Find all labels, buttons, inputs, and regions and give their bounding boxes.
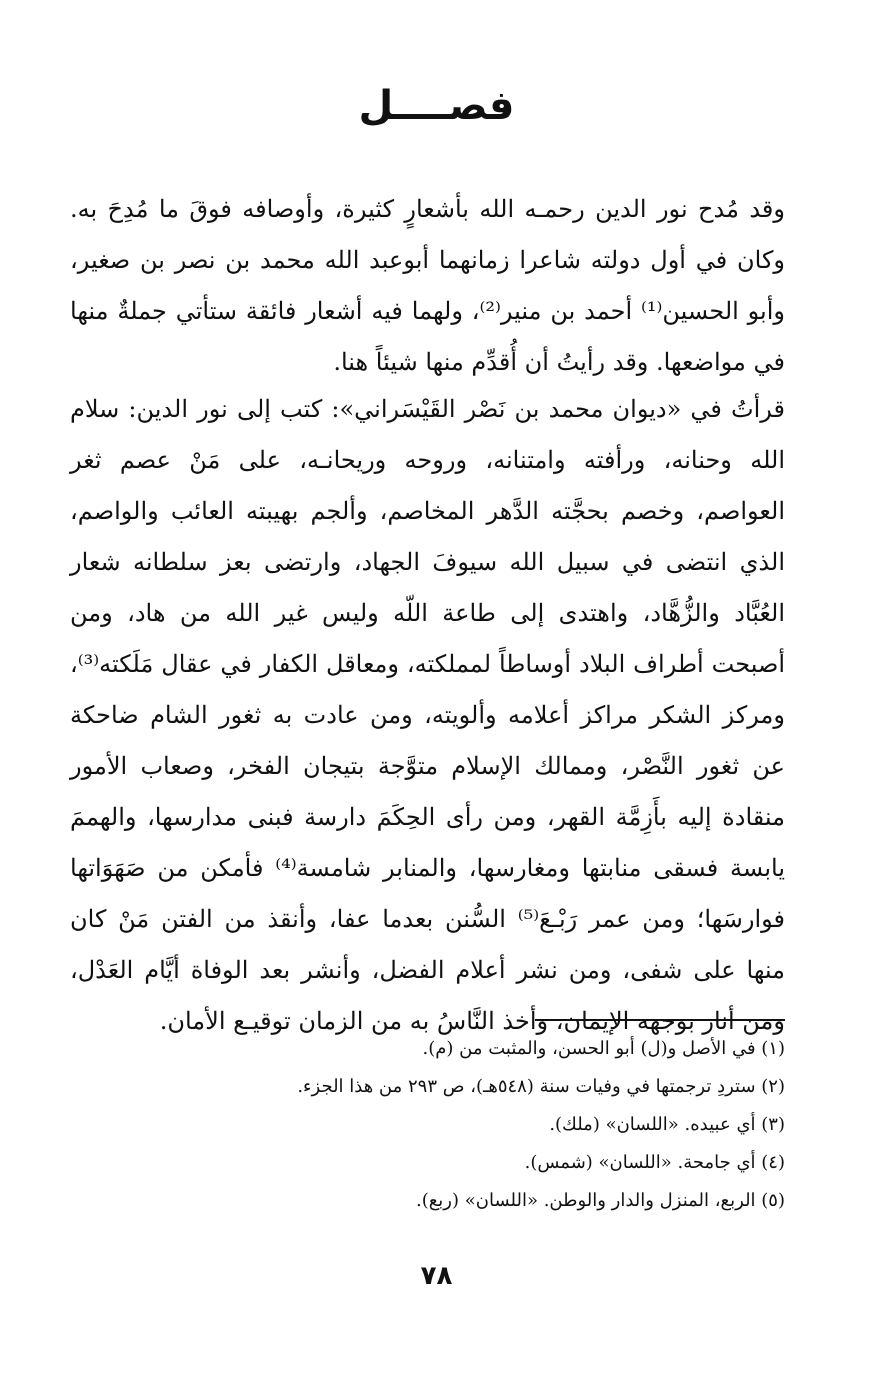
paragraph-text: قرأتُ في «ديوان محمد بن نَصْر القَيْسَراني»: كتب إلى نور الدين: سلام الله وحنانه، ورأفته وامتنانه، وروحه وريحانـه، على مَنْ عصم ثغر العواصم، وخصم بحجَّته الدَّهر المخاصم، وألجم بهيبته العائب والواصم، الذي انتضى في سبيل الله سيوفَ الجهاد، وارتضى بعز سلطانه شعار العُبَّاد والزُّهَّاد، واهتدى إلى طاعة اللّه وليس غير الله من هاد، ومن أصبحت أطراف البلاد أوساطاً لمملكته، ومعاقل الكفار في عقال مَلَكته⁽³⁾، ومركز الشكر مراكز أعلامه وألويته، ومن عادت به ثغور الشام ضاحكة عن ثغور النَّصْر، وممالك الإسلام متوَّجة بتيجان الفخر، وصعاب الأمور منقادة إليه بأَزِمَّة القهر، ومن رأى الحِكَمَ دارسة فبنى مدارسها، والهممَ يابسة فسقى منابتها ومغارسها، والمنابر شامسة⁽⁴⁾ فأمكن من صَهَوَاتها فوارسَها؛ ومن عمر رَبْـعَ⁽⁵⁾ السُّنن بعدما عفا، وأنقذ من الفتن مَنْ كان منها على شفى، ومن نشر أعلام الفضل، وأنشر بعد الوفاة أيَّام العَدْل، ومن أنار بوجهه الإيمان، وأخذ النَّاسُ به من الزمان توقيـع الأمان. — [70, 395, 785, 1035]
footnote-separator — [535, 1019, 785, 1021]
footnote-5: (٥) الربع، المنزل والدار والوطن. «اللسان» (ربع). — [415, 1190, 785, 1211]
body-paragraph-1 — [70, 184, 785, 388]
body-paragraph-2 — [70, 384, 785, 1047]
footnote-1: (١) في الأصل و(ل) أبو الحسن، والمثبت من (م). — [422, 1038, 785, 1059]
footnote-4: (٤) أي جامحة. «اللسان» (شمس). — [524, 1152, 785, 1173]
section-heading: فصــــل — [358, 83, 515, 129]
footnote-3: (٣) أي عبيده. «اللسان» (ملك). — [549, 1114, 785, 1135]
page-number: ٧٨ — [420, 1261, 453, 1291]
paragraph-text: وقد مُدح نور الدين رحمـه الله بأشعارٍ كثيرة، وأوصافه فوقَ ما مُدِحَ به. وكان في أول دولته شاعرا زمانهما أبوعبد الله محمد بن نصر بن صغير، وأبو الحسين⁽¹⁾ أحمد بن منير⁽²⁾، ولهما فيه أشعار فائقة ستأتي جملةٌ منها في مواضعها. وقد رأيتُ أن أُقدِّم منها شيئاً هنا. — [70, 195, 785, 376]
footnotes — [90, 1030, 785, 1220]
footnote-2: (٢) ستردِ ترجمتها في وفيات سنة (٥٤٨هـ)، ص ٢٩٣ من هذا الجزء. — [297, 1076, 785, 1097]
